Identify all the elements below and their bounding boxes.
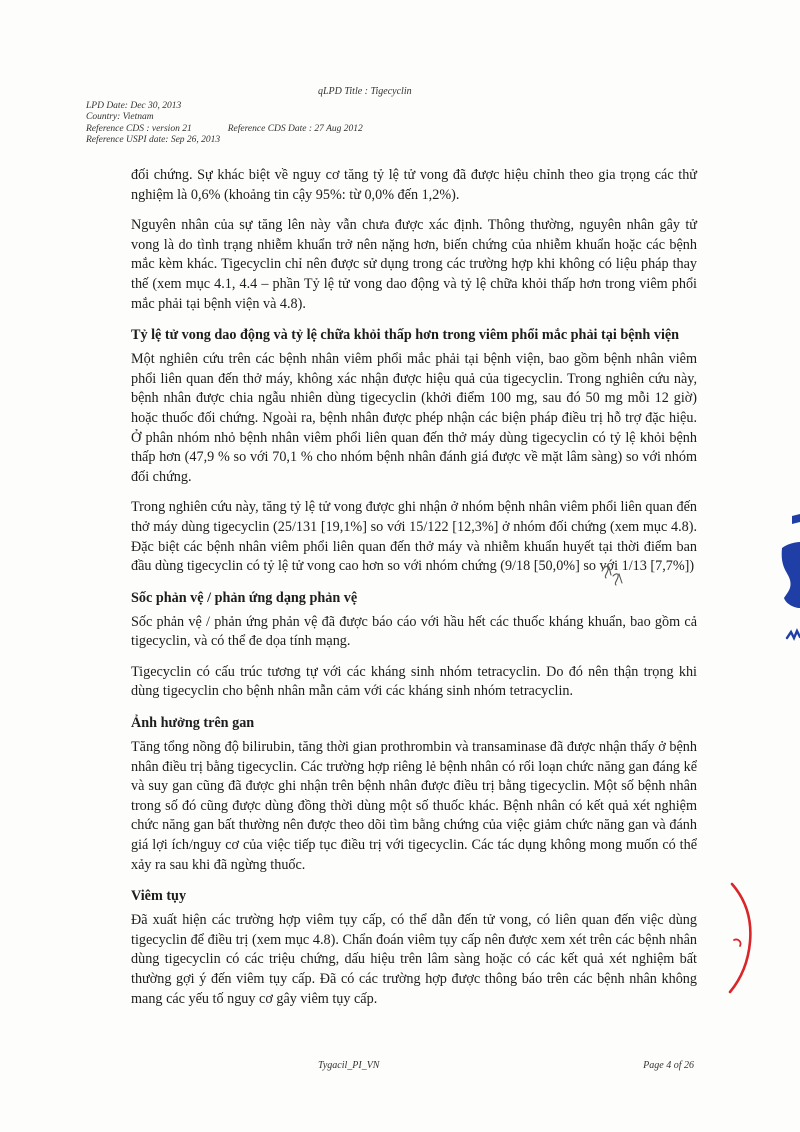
country: Country: Vietnam [86,112,154,123]
stamp-inner-mark [734,939,741,946]
stamp-mark-top [792,514,800,524]
section-heading: Tỷ lệ tử vong dao động và tỷ lệ chữa khỏi thấp hơn trong viêm phổi mắc phải tại bệnh viện [131,327,680,344]
reference-uspi-date: Reference USPI date: Sep 26, 2013 [86,134,221,145]
stamp-arc [730,884,750,992]
paragraph: Tăng tổng nồng độ bilirubin, tăng thời gian prothrombin và transaminase đã được nhận thấy ở bệnh nhân điều trị bằng tigecyclin. Các trường hợp riêng lẻ bệnh nhân có rối loạn chức năng gan đáng kể và suy gan cũng đã được ghi nhận trên bệnh nhân được điều trị bằng tigecyclin. Một số bệnh nhân trong số đó cũng được dùng đồng thời dùng một số thuốc khác. Bệnh nhân có kết quả xét nghiệm chức năng gan bất thường nên được theo dõi tìm bằng chứng của việc giảm chức năng gan và đánh giá lợi ích/nguy cơ của việc tiếp tục điều trị với tigecyclin. Các tác dụng không mong muốn có thể xảy ra sau khi đã ngừng thuốc. [131,739,697,873]
red-stamp-fragment-icon [726,880,754,996]
page-number: Page 4 of 26 [643,1060,694,1071]
section-heading: Sốc phản vệ / phản ứng dạng phản vệ [131,589,358,606]
paragraph: đối chứng. Sự khác biệt về nguy cơ tăng tỷ lệ tử vong đã được hiệu chỉnh theo gia trọng các thử nghiệm là 0,6% (khoảng tin cậy 95%: từ 0,0% đến 1,2%). [131,167,697,203]
page-footer [318,1060,694,1071]
blue-stamp-fragment-icon [768,508,800,658]
paragraph: Đã xuất hiện các trường hợp viêm tụy cấp, có thể dẫn đến tử vong, có liên quan đến việc dùng tigecyclin để điều trị (xem mục 4.8). Chẩn đoán viêm tụy cấp nên được xem xét trên các bệnh nhân dùng tigecyclin có các triệu chứng, dấu hiệu trên lâm sàng hoặc có các kết quả xét nghiệm bất thường gợi ý đến viêm tụy cấp. Đã có các trường hợp được thông báo trên các bệnh nhân không mang các yếu tố nguy cơ gây viêm tụy cấp. [131,912,697,1007]
footer-file-name: Tygacil_PI_VN [318,1060,380,1071]
paragraph: Một nghiên cứu trên các bệnh nhân viêm phổi mắc phải tại bệnh viện, bao gồm bệnh nhân viêm phổi liên quan đến thở máy, không xác nhận được hiệu quả của tigecyclin. Trong nghiên cứu này, bệnh nhân được chia ngẫu nhiên dùng tigecyclin (khởi điểm 100 mg, sau đó 50 mg mỗi 12 giờ) hoặc thuốc đối chứng. Ngoài ra, bệnh nhân được phép nhận các biện pháp điều trị hỗ trợ đặc hiệu. Ở phân nhóm nhỏ bệnh nhân viêm phổi liên quan đến thở máy dùng tigecyclin có tỷ lệ khỏi bệnh thấp hơn (47,9 % so với 70,1 % cho nhóm bệnh nhân đánh giá được về mặt lâm sàng) so với nhóm đối chứng. [131,351,697,485]
paragraph: Nguyên nhân của sự tăng lên này vẫn chưa được xác định. Thông thường, nguyên nhân gây tử vong là do tình trạng nhiễm khuẩn trở nên nặng hơn, biến chứng của nhiễm khuẩn hoặc các bệnh mắc kèm khác. Tigecyclin chỉ nên được sử dụng trong các trường hợp khi không có liệu pháp thay thế (xem mục 4.1, 4.4 – phần Tỷ lệ tử vong dao động và tỷ lệ chữa khỏi thấp hơn trong viêm phổi mắc phải tại bệnh viện và 4.8). [131,217,697,312]
stamp-mark-middle [782,542,800,608]
paragraph: Trong nghiên cứu này, tăng tỷ lệ tử vong được ghi nhận ở nhóm bệnh nhân viêm phổi liên quan đến thở máy dùng tigecyclin (25/131 [19,1%] so với 15/122 [12,3%] ở nhóm đối chứng (xem mục 4.8). Đặc biệt các bệnh nhân viêm phổi liên quan đến thở máy và nhiễm khuẩn huyết tại thời điểm ban đầu dùng tigecyclin có tỷ lệ tử vong cao hơn so với nhóm chứng (9/18 [50,0%] so với 1/13 [7,7%]) [131,499,697,575]
lpd-date: LPD Date: Dec 30, 2013 [86,101,182,111]
paragraph: Sốc phản vệ / phản ứng phản vệ đã được báo cáo với hầu hết các thuốc kháng khuẩn, bao gồm cả tigecyclin, và có thể đe dọa tính mạng. [131,613,697,650]
section-heading: Ảnh hưởng trên gan [131,715,255,732]
reference-cds: Reference CDS : version 21 [86,123,192,134]
document-title: qLPD Title : Tigecyclin [318,86,412,97]
stamp-mark-bottom [787,631,800,638]
reference-cds-line [86,124,363,135]
reference-cds-date: Reference CDS Date : 27 Aug 2012 [227,123,363,134]
paragraph: Tigecyclin có cấu trúc tương tự với các kháng sinh nhóm tetracyclin. Do đó nên thận trọng khi dùng tigecyclin cho bệnh nhân mẫn cảm với các kháng sinh nhóm tetracyclin. [131,663,697,700]
handwritten-initials-icon [599,561,625,589]
section-heading: Viêm tụy [131,888,187,905]
document-body [131,166,697,1020]
document-metadata [86,101,363,146]
